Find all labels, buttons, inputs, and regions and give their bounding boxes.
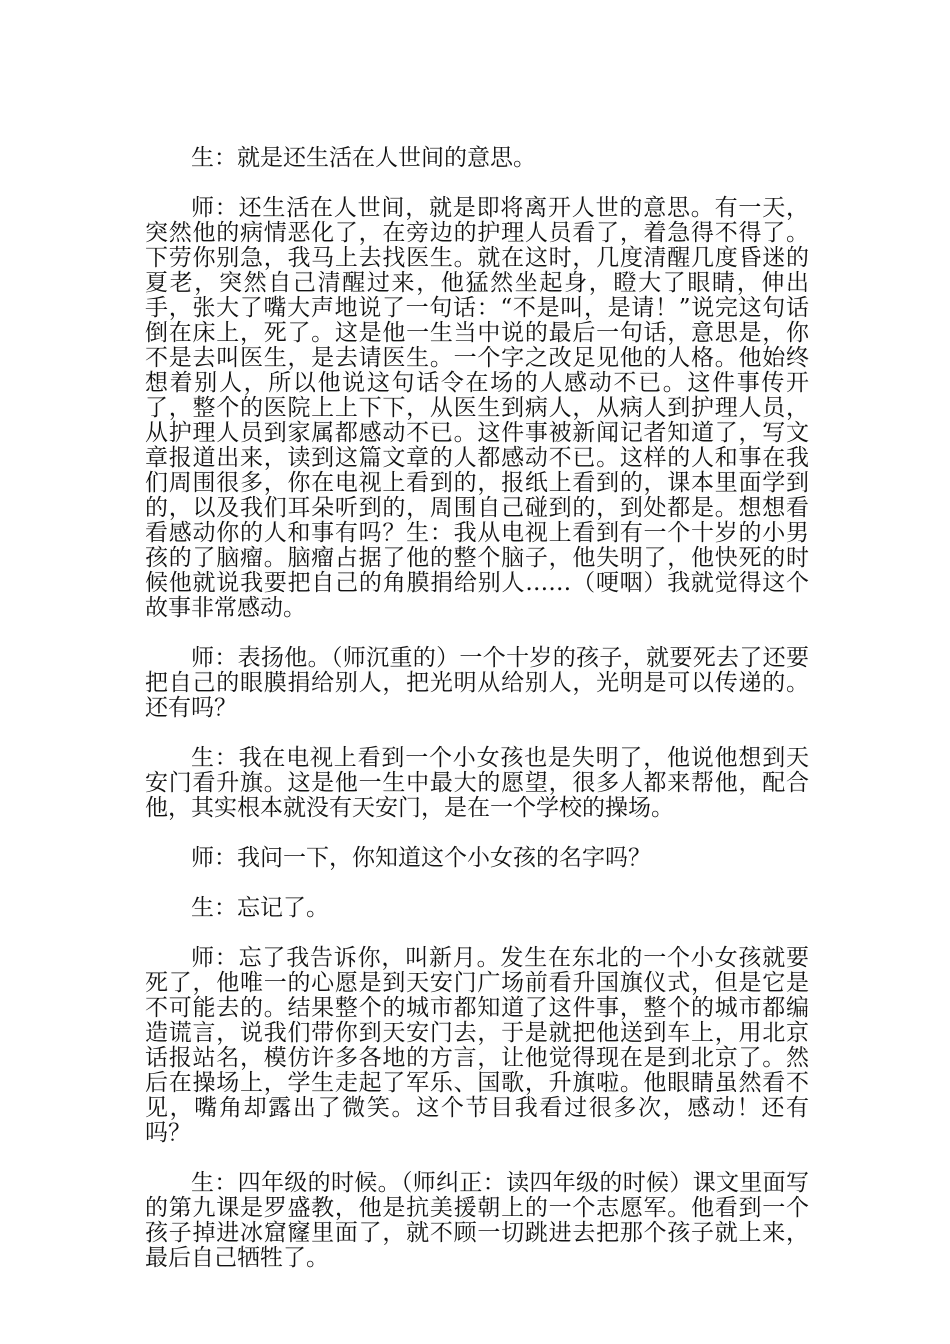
paragraph: 生：就是还生活在人世间的意思。 xyxy=(191,145,536,171)
paragraph: 生：我在电视上看到一个小女孩也是失明了，他说他想到天安门看升旗。这是他一生中最大的愿望，很多人都来帮他，配合他，其实根本就没有天安门，是在一个学校的操场。 xyxy=(145,745,809,821)
paragraph: 师：我问一下，你知道这个小女孩的名字吗？ xyxy=(191,845,651,871)
paragraph: 师：表扬他。（师沉重的）一个十岁的孩子，就要死去了还要把自己的眼膜捐给别人，把光明从给别人，光明是可以传递的。还有吗？ xyxy=(145,645,809,721)
paragraph: 师：忘了我告诉你，叫新月。发生在东北的一个小女孩就要死了，他唯一的心愿是到天安门广场前看升国旗仪式，但是它是不可能去的。结果整个的城市都知道了这件事，整个的城市都编造谎言，说我们带你到天安门去，于是就把他送到车上，用北京话报站名，模仿许多各地的方言，让他觉得现在是到北京了。然后在操场上，学生走起了军乐、国歌，升旗啦。他眼睛虽然看不见，嘴角却露出了微笑。这个节目我看过很多次，感动！还有吗？ xyxy=(145,945,809,1146)
paragraph: 师：还生活在人世间，就是即将离开人世的意思。有一天，突然他的病情恶化了，在旁边的护理人员看了，着急得不得了。下劳你别急，我马上去找医生。就在这时，几度清醒几度昏迷的夏老，突然自己清醒过来，他猛然坐起身，瞪大了眼睛，伸出手，张大了嘴大声地说了一句话：“不是叫，是请！”说完这句话倒在床上，死了。这是他一生当中说的最后一句话，意思是，你不是去叫医生，是去请医生。一个字之改足见他的人格。他始终想着别人，所以他说这句话令在场的人感动不已。这件事传开了，整个的医院上上下下，从医生到病人，从病人到护理人员，从护理人员到家属都感动不已。这件事被新闻记者知道了，写文章报道出来，读到这篇文章的人都感动不已。这样的人和事在我们周围很多，你在电视上看到的，报纸上看到的，课本里面学到的，以及我们耳朵听到的，周围自己碰到的，到处都是。想想看看感动你的人和事有吗？生：我从电视上看到有一个十岁的小男孩的了脑瘤。脑瘤占据了他的整个脑子，他失明了，他快死的时候他就说我要把自己的角膜捐给别人……（哽咽）我就觉得这个故事非常感动。 xyxy=(145,195,809,621)
paragraph: 生：忘记了。 xyxy=(191,895,329,921)
paragraph: 生：四年级的时候。（师纠正：读四年级的时候）课文里面写的第九课是罗盛教，他是抗美援朝上的一个志愿军。他看到一个孩子掉进冰窟窿里面了，就不顾一切跳进去把那个孩子就上来，最后自己牺牲了。 xyxy=(145,1170,809,1271)
document-body xyxy=(145,146,809,1296)
